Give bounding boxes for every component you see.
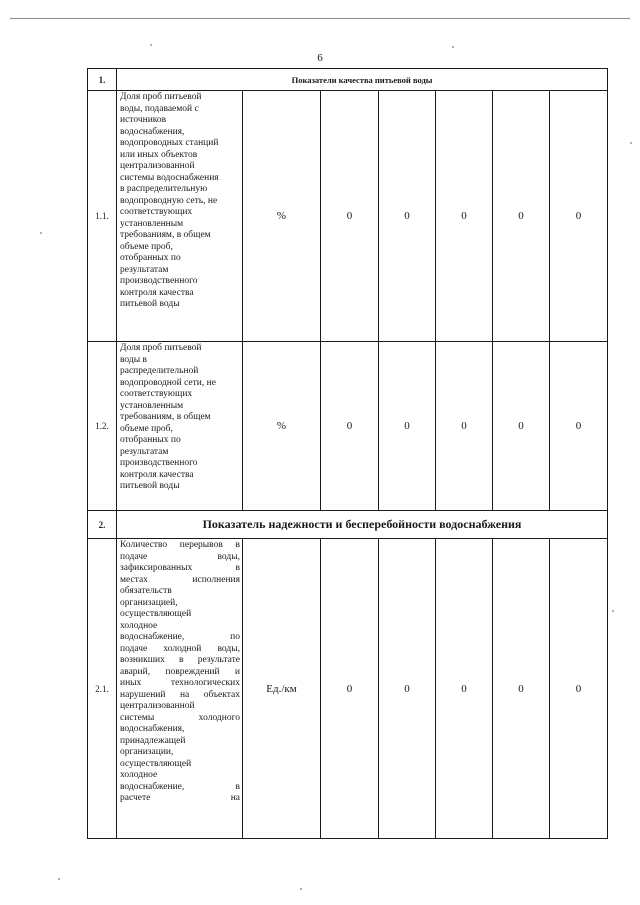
row-unit: Ед./км bbox=[266, 682, 297, 695]
scan-speck bbox=[40, 232, 42, 234]
scan-speck bbox=[612, 610, 614, 612]
row-value: 0 bbox=[346, 682, 353, 695]
row-value: 0 bbox=[575, 682, 582, 695]
scan-speck bbox=[630, 142, 632, 144]
scan-speck bbox=[300, 888, 302, 890]
row-value: 0 bbox=[518, 210, 524, 222]
row-value: 0 bbox=[518, 682, 524, 695]
row-value: 0 bbox=[518, 420, 524, 432]
row-description: Доля проб питьевой воды в распределительной водопроводной сети, не соответствующих установленным требованиям, в общем объеме проб, отобранных по результатам производственного контроля качества питьевой воды bbox=[120, 343, 216, 491]
row-value: 0 bbox=[346, 420, 353, 432]
page-number: 6 bbox=[317, 52, 323, 64]
row-unit: % bbox=[276, 210, 287, 222]
row-value: 0 bbox=[346, 210, 353, 222]
row-number: 1.2. bbox=[95, 421, 109, 431]
row-value: 0 bbox=[575, 420, 582, 432]
row-value: 0 bbox=[461, 420, 467, 432]
row-value: 0 bbox=[404, 420, 410, 432]
scan-speck bbox=[452, 46, 454, 48]
section-number: 1. bbox=[98, 74, 106, 85]
top-rule bbox=[10, 18, 630, 19]
row-value: 0 bbox=[404, 682, 410, 695]
section-title: Показатели качества питьевой воды bbox=[291, 74, 433, 85]
row-description: Доля проб питьевой воды, подаваемой с источников водоснабжения, водопроводных станций или иных объектов централизованной системы водоснабжения в распределительную водопроводную сеть, не соответствующих установленным требованиям, в общем объеме проб, отобранных по результатам производственного контроля качества питьевой воды bbox=[120, 92, 219, 309]
section-number: 2. bbox=[98, 519, 106, 530]
row-description: Количество перерывов в подаче воды, зафиксированных в местах исполнения обязательств организацией, осуществляющей холодное водоснабжение, по подаче холодной воды, возникших в результате аварий, повреждений и иных технологических нарушений на объектах централизованной системы холодного водоснабжения, принадлежащей организации, осуществляющей холодное водоснабжение, в расчете на bbox=[120, 540, 240, 803]
scan-speck bbox=[150, 44, 152, 46]
scan-speck bbox=[58, 878, 60, 880]
row-value: 0 bbox=[404, 210, 410, 222]
row-value: 0 bbox=[461, 210, 467, 222]
row-value: 0 bbox=[461, 682, 467, 695]
section-title: Показатель надежности и бесперебойности водоснабжения bbox=[202, 517, 522, 531]
row-unit: % bbox=[276, 420, 287, 432]
row-value: 0 bbox=[575, 210, 582, 222]
row-number: 1.1. bbox=[95, 211, 109, 221]
row-number: 2.1. bbox=[95, 683, 109, 694]
